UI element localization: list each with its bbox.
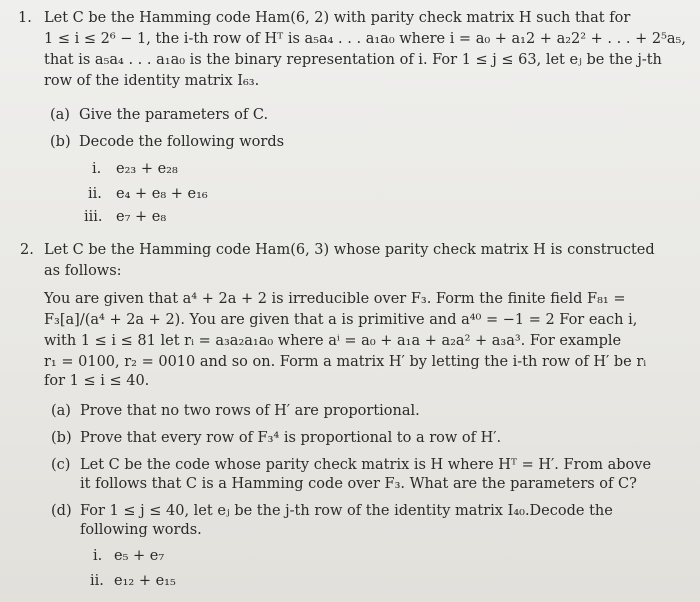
problem-2-subpart-i-text: e₅ + e₇ [114,548,165,564]
problem-1-subpart-ii-text: e₄ + e₈ + e₁₆ [116,186,208,202]
problem-1-subpart-iii-label: iii. [84,209,103,225]
problem-2-body-line-2: F₃[a]/(a⁴ + 2a + 2). You are given that a is primitive and a⁴⁰ = −1 = 2 For each i, [44,312,638,328]
problem-1-line-4: row of the identity matrix I₆₃. [44,73,260,89]
problem-2-part-d-line-1: For 1 ≤ j ≤ 40, let eⱼ be the j-th row of the identity matrix I₄₀.Decode the [80,503,613,519]
problem-1-subpart-ii-label: ii. [88,186,102,202]
problem-2-part-c-line-2: it follows that C is a Hamming code over F₃. What are the parameters of C? [80,476,637,492]
problem-2-number: 2. [20,242,34,258]
problem-1-line-1: Let C be the Hamming code Ham(6, 2) with parity check matrix H such that for [44,10,631,26]
problem-1-line-2: 1 ≤ i ≤ 2⁶ − 1, the i-th row of Hᵀ is a₅a₄ . . . a₁a₀ where i = a₀ + a₁2 + a₂2² + . . . + 2⁵a₅, [44,31,686,47]
problem-2-body-line-5: for 1 ≤ i ≤ 40. [44,373,150,389]
problem-1-line-3: that is a₅a₄ . . . a₁a₀ is the binary representation of i. For 1 ≤ j ≤ 63, let eⱼ be the j-th [44,52,662,68]
problem-1-number: 1. [18,10,32,26]
problem-2-part-c-label: (c) [51,457,71,473]
problem-2-body-line-3: with 1 ≤ i ≤ 81 let rᵢ = a₃a₂a₁a₀ where aⁱ = a₀ + a₁a + a₂a² + a₃a³. For example [44,333,622,349]
problem-2-body-line-1: You are given that a⁴ + 2a + 2 is irreducible over F₃. Form the finite field F₈₁ = [44,291,626,307]
problem-1-subpart-i-text: e₂₃ + e₂₈ [116,161,178,177]
problem-2-part-a-label: (a) [51,403,71,419]
problem-2-intro-line-1: Let C be the Hamming code Ham(6, 3) whose parity check matrix H is constructed [44,242,655,258]
problem-1-part-b-label: (b) [50,134,71,150]
problem-2-subpart-ii-text: e₁₂ + e₁₅ [114,573,176,589]
problem-1-subpart-iii-text: e₇ + e₈ [116,209,167,225]
problem-2-part-a-line-1: Prove that no two rows of H′ are proportional. [80,403,420,419]
problem-1-part-b-text: Decode the following words [79,134,285,150]
problem-2-subpart-i-label: i. [93,548,103,564]
problem-2-part-c-line-1: Let C be the code whose parity check matrix is H where Hᵀ = H′. From above [80,457,652,473]
problem-2-subpart-ii-label: ii. [90,573,104,589]
problem-2-part-d-line-2: following words. [80,522,202,538]
problem-1-subpart-i-label: i. [92,161,102,177]
problem-2-intro-line-2: as follows: [44,263,122,279]
problem-2-part-b-line-1: Prove that every row of F₃⁴ is proportional to a row of H′. [80,430,502,446]
problem-1-part-a-text: Give the parameters of C. [79,107,269,123]
problem-2-part-b-label: (b) [51,430,72,446]
problem-2-body-line-4: r₁ = 0100, r₂ = 0010 and so on. Form a matrix H′ by letting the i-th row of H′ be rᵢ [44,354,647,370]
problem-1-part-a-label: (a) [50,107,70,123]
problem-2-part-d-label: (d) [51,503,72,519]
